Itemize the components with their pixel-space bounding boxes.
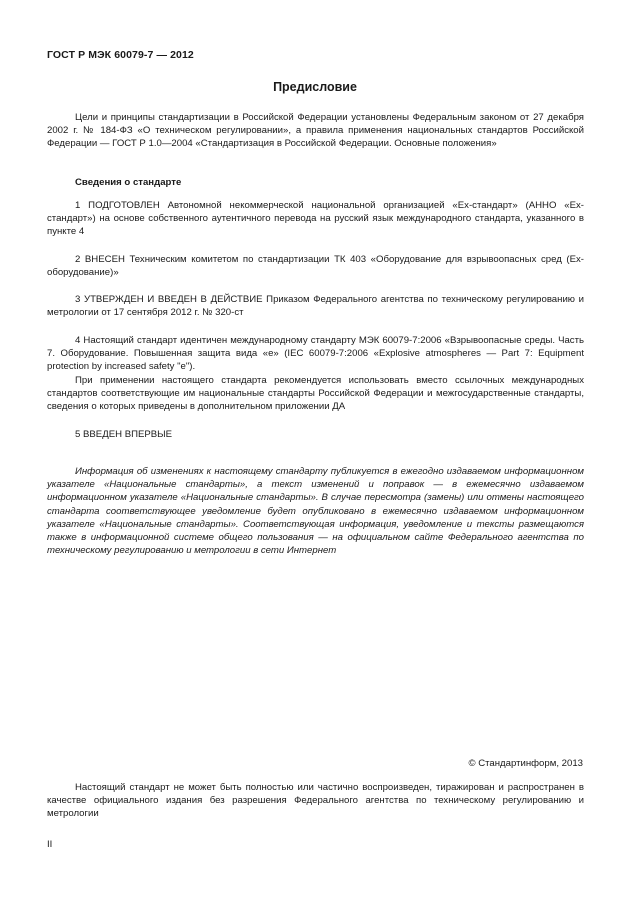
- item-4-paragraph: 4 Настоящий стандарт идентичен международному стандарту МЭК 60079-7:2006 «Взрывоопасные среды. Часть 7. Оборудование. Повышенная защита вида «е» (IEC 60079-7:2006 «Explosive atmospheres — Part 7: Equipment protection by increased safety "е").: [47, 335, 584, 373]
- amendments-notice: Информация об изменениях к настоящему стандарту публикуется в ежегодно издаваемом информационном указателе «Национальные стандарты», а текст изменений и поправок — в ежемесячно издаваемом информационном указателе «Национальные стандарты». В случае пересмотра (замены) или отмены настоящего стандарта соответствующее уведомление будет опубликовано в ежемесячно издаваемом информационном указателе «Национальные стандарты». Соответствующая информация, уведомление и тексты размещаются также в информационной системе общего пользования — на официальном сайте Федерального агентства по техническому регулированию и метрологии в сети Интернет: [47, 466, 584, 557]
- copyright-line: © Стандартинформ, 2013: [468, 758, 583, 769]
- item-3-paragraph: 3 УТВЕРЖДЕН И ВВЕДЕН В ДЕЙСТВИЕ Приказом Федерального агентства по техническому регулированию и метрологии от 17 сентября 2012 г. № 320-ст: [47, 294, 584, 319]
- intro-paragraph: Цели и принципы стандартизации в Российской Федерации установлены Федеральным законом от 27 декабря 2002 г. № 184-ФЗ «О техническом регулировании», а правила применения национальных стандартов Российской Федерации — ГОСТ Р 1.0—2004 «Стандартизация в Российской Федерации. Основные положения»: [47, 112, 584, 150]
- item-2-paragraph: 2 ВНЕСЕН Техническим комитетом по стандартизации ТК 403 «Оборудование для взрывоопасных сред (Ех-оборудование)»: [47, 254, 584, 279]
- reproduction-notice: Настоящий стандарт не может быть полностью или частично воспроизведен, тиражирован и распространен в качестве официального издания без разрешения Федерального агентства по техническому регулированию и метрологии: [47, 782, 584, 820]
- item-5-paragraph: 5 ВВЕДЕН ВПЕРВЫЕ: [75, 429, 173, 440]
- document-code-header: ГОСТ Р МЭК 60079-7 — 2012: [47, 49, 194, 61]
- item-1-paragraph: 1 ПОДГОТОВЛЕН Автономной некоммерческой национальной организацией «Ех-стандарт» (АННО «Ех-стандарт») на основе собственного аутентичного перевода на русский язык международного стандарта, указанного в пункте 4: [47, 200, 584, 238]
- page-title: Предисловие: [273, 80, 357, 94]
- item-4-note-paragraph: При применении настоящего стандарта рекомендуется использовать вместо ссылочных международных стандартов соответствующие им национальные стандарты Российской Федерации и межгосударственные стандарты, сведения о которых приведены в дополнительном приложении ДА: [47, 375, 584, 413]
- page-number: II: [47, 839, 53, 850]
- section-title: Сведения о стандарте: [75, 177, 182, 188]
